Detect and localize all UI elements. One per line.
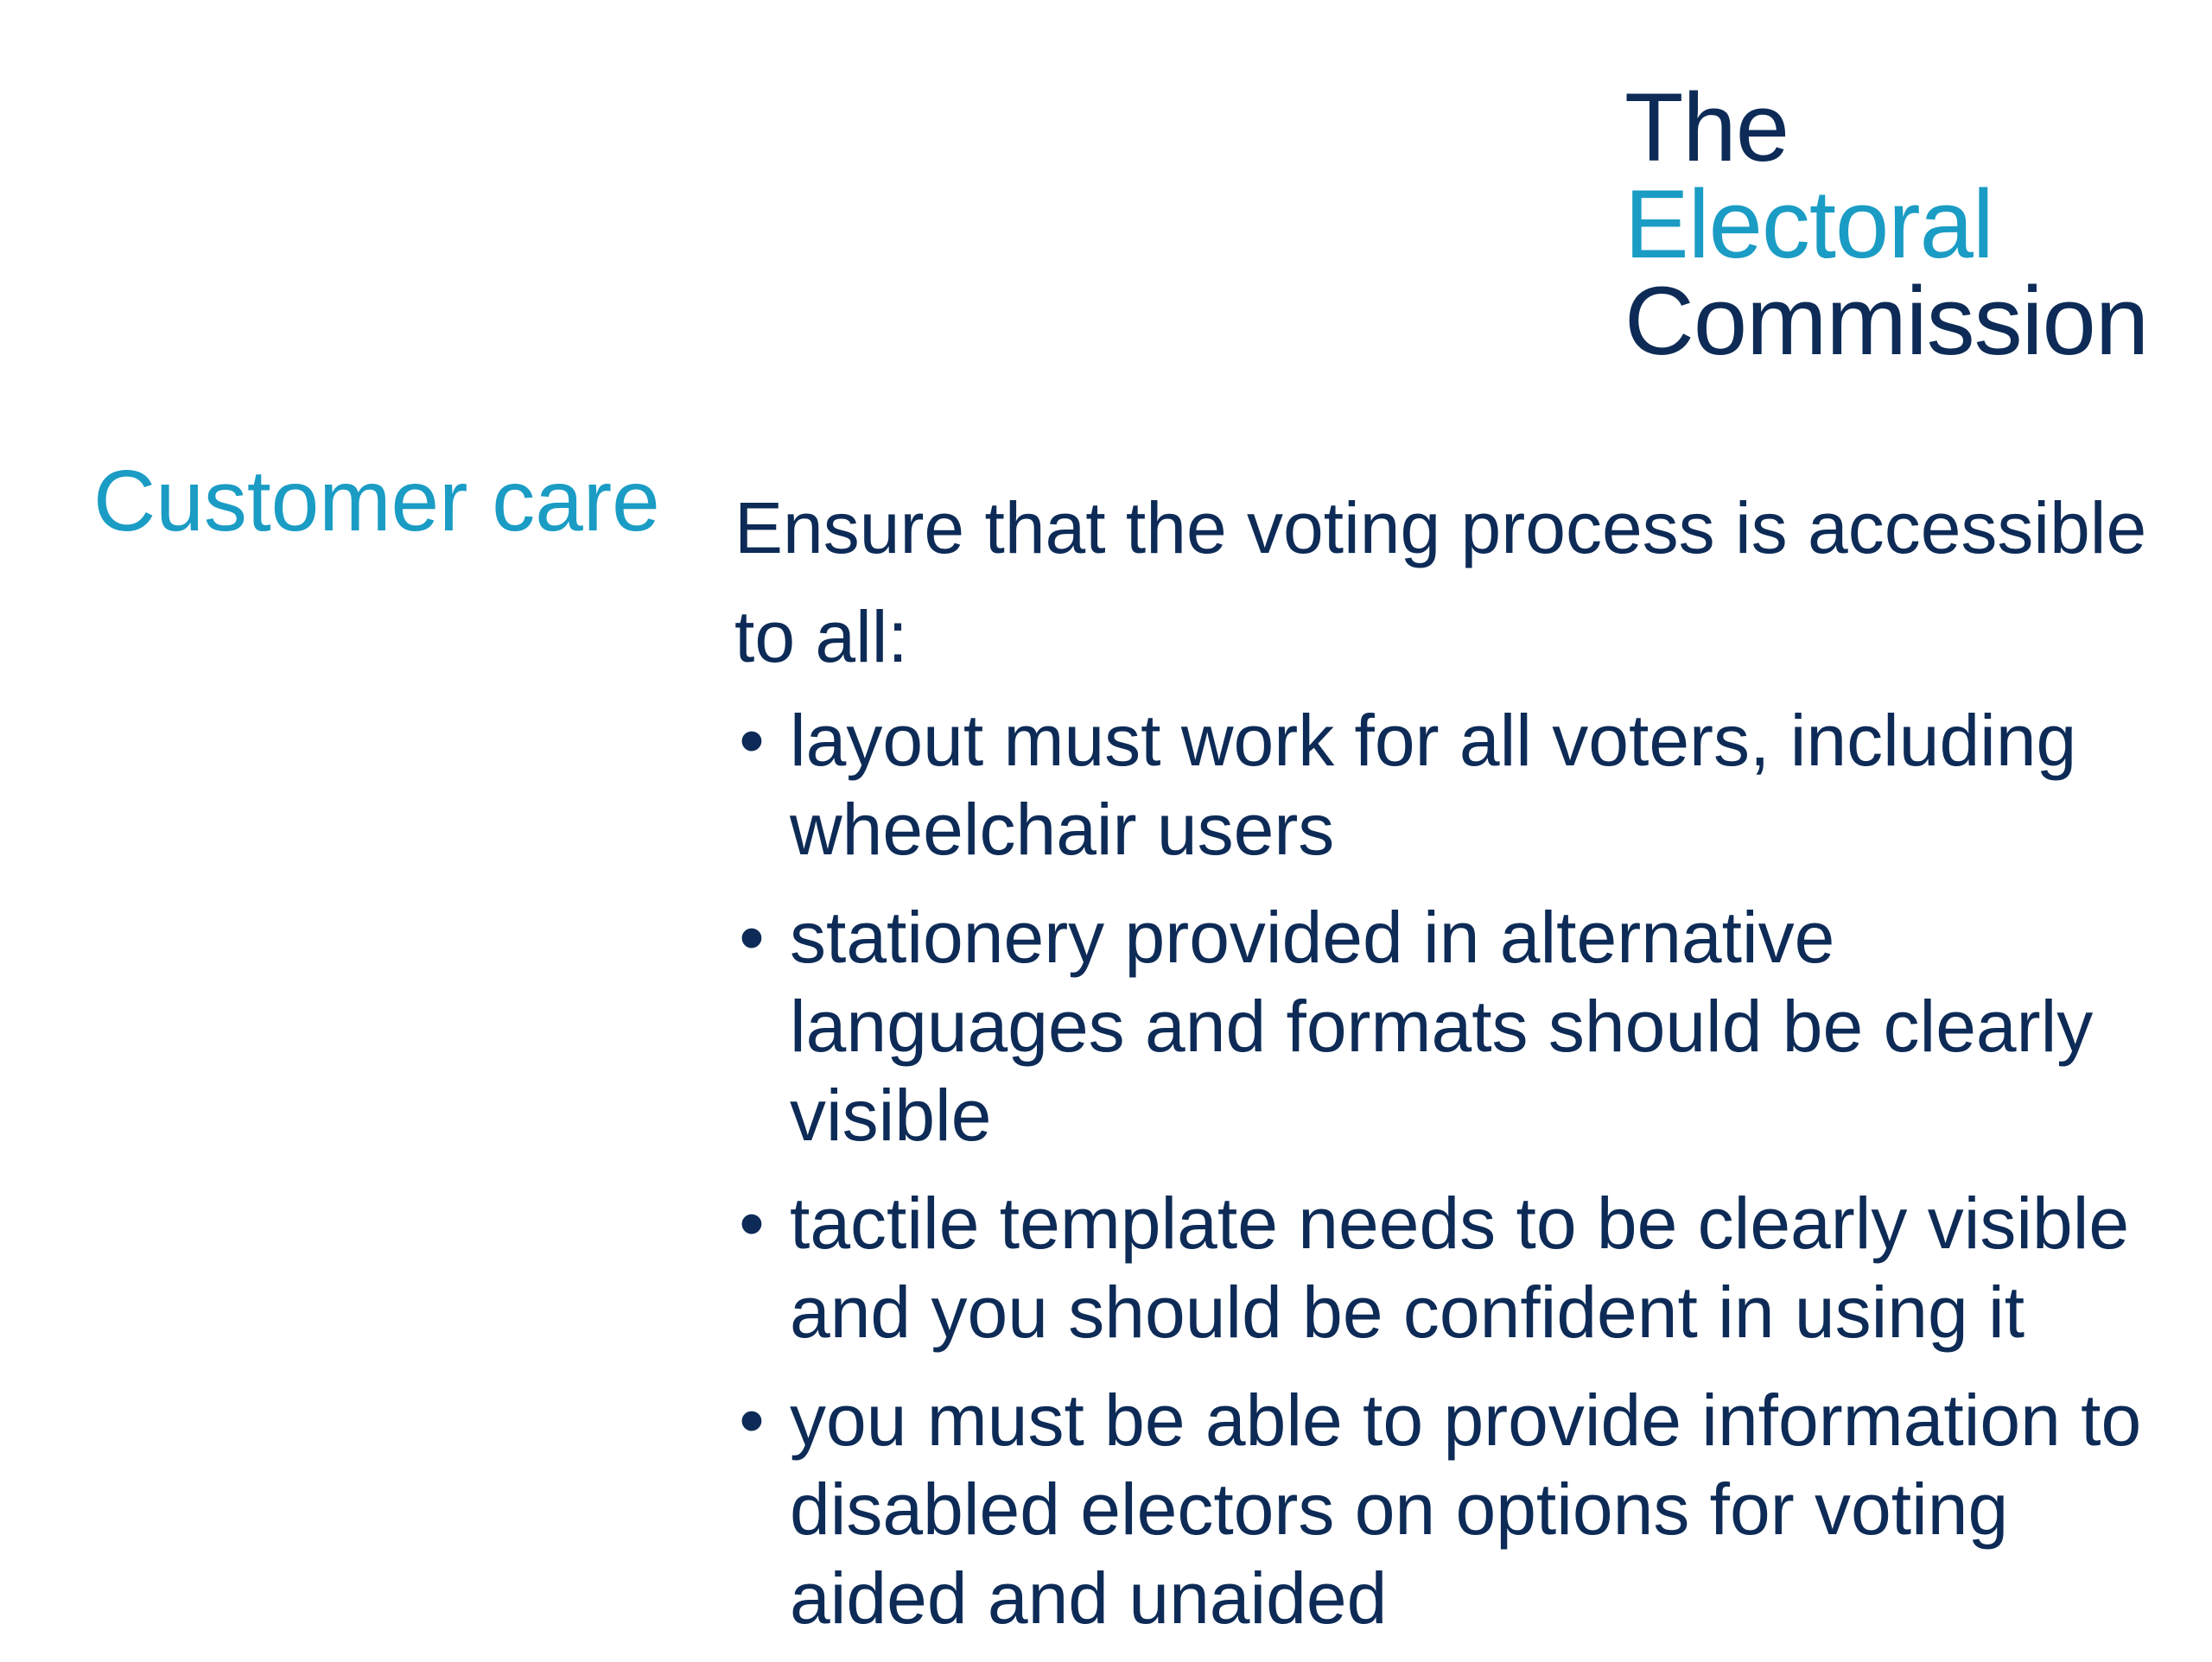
section-title: Customer care [93, 453, 660, 549]
logo-line-the: The [1624, 73, 1789, 181]
bullet-text: stationery provided in alternative languages and formats should be clearly visible [790, 897, 2094, 1156]
intro-text: Ensure that the voting process is accessible to all: [734, 487, 2147, 677]
bullet-text: layout must work for all voters, including wheelchair users [790, 700, 2077, 870]
bullet-list [734, 696, 2186, 1643]
bullet-icon: • [739, 1380, 765, 1461]
bullet-icon: • [739, 700, 765, 781]
list-item [734, 696, 2186, 874]
bullet-icon: • [739, 1183, 765, 1264]
list-item [734, 1376, 2186, 1643]
logo-line-electoral: Electoral [1624, 170, 1993, 278]
bullet-text: you must be able to provide information to disabled electors on options for voting aided and unaided [790, 1380, 2142, 1639]
list-item [734, 893, 2186, 1160]
slide-body [734, 473, 2186, 1662]
bullet-icon: • [739, 897, 765, 978]
list-item [734, 1179, 2186, 1357]
bullet-text: tactile template needs to be clearly visible and you should be confident in using it [790, 1183, 2130, 1353]
logo-line-commission: Commission [1624, 267, 2149, 375]
electoral-commission-logo [1624, 73, 2149, 375]
